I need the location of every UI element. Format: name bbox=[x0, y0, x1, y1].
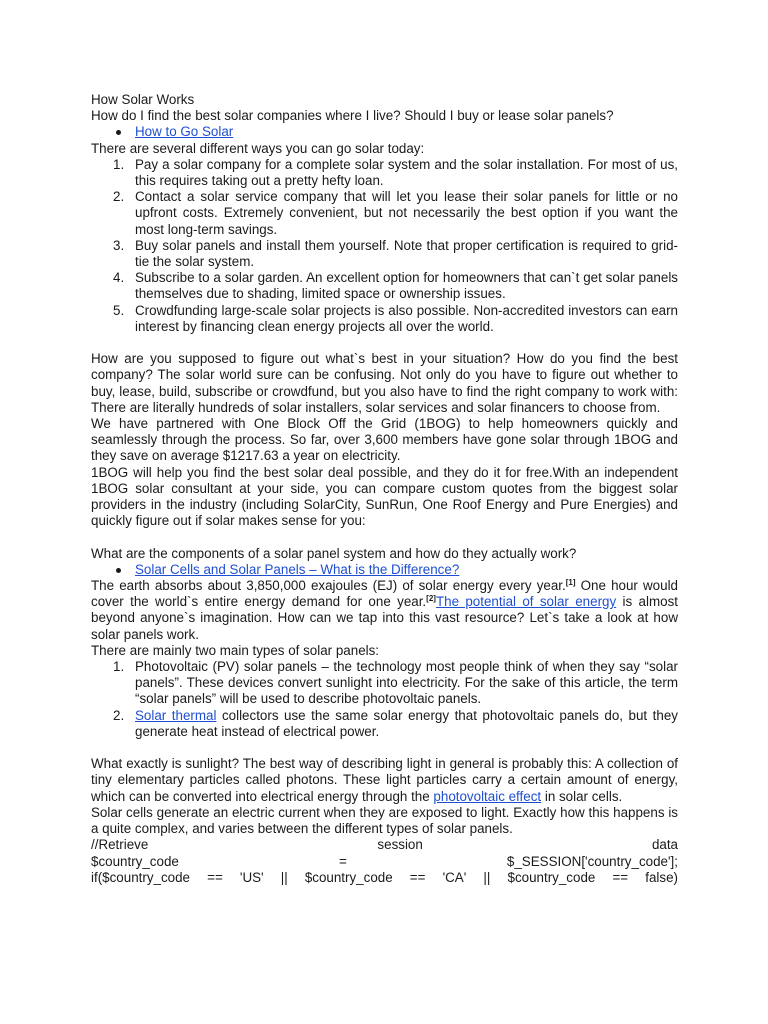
paragraph-best-company: How are you supposed to figure out what`s best in your situation? How do you find the best company? The solar world sure can be confusing. Not only do you have to figure out whether to buy, lease, build, subscribe or crowdfund, but you also have to find the right company to work with: There are literally hundreds of solar installers, solar services and solar financers to choose from. bbox=[91, 351, 678, 415]
ways-intro: There are several different ways you can go solar today: bbox=[91, 140, 425, 156]
earth-text-b: One hour would cover the world`s entire energy demand for one year. bbox=[91, 578, 678, 610]
list-item bbox=[91, 124, 678, 140]
code-token: || bbox=[483, 869, 491, 885]
potential-solar-energy-link[interactable]: The potential of solar energy bbox=[435, 594, 617, 610]
list-item bbox=[91, 157, 678, 189]
list-item-text: Subscribe to a solar garden. An excellent option for homeowners that can`t get solar panels themselves due to shading, limited space or ownership issues. bbox=[135, 270, 678, 302]
paragraph-partnership: We have partnered with One Block Off the Grid (1BOG) to help homeowners quickly and seamlessly through the process. So far, over 3,600 members have gone solar through 1BOG and they save on average $1217.63 a year on electricity. bbox=[91, 416, 678, 464]
code-line-3 bbox=[91, 870, 678, 886]
code-line-2 bbox=[91, 854, 678, 870]
sunlight-text-a: What exactly is sunlight? The best way of describing light in general is probably this: A collection of tiny elementary particles called photons. These light particles carry a certain amount of energy, which can be converted into electrical energy through the bbox=[91, 756, 678, 804]
code-token: false) bbox=[645, 869, 678, 885]
solar-thermal-link[interactable]: Solar thermal bbox=[135, 707, 217, 723]
earth-text-a: The earth absorbs about 3,850,000 exajoules (EJ) of solar energy every year. bbox=[91, 578, 566, 594]
code-token: $country_code bbox=[304, 869, 393, 885]
code-token: session bbox=[377, 837, 423, 853]
list-number: 1. bbox=[113, 659, 125, 675]
list-item-text: Contact a solar service company that will let you lease their solar panels for little or no upfront costs. Extremely convenient, but not necessarily the best option if you want the most long-term savings. bbox=[135, 189, 678, 237]
code-token: 'CA' bbox=[442, 869, 467, 885]
paragraph-earth-energy bbox=[91, 578, 678, 643]
document-page bbox=[91, 92, 678, 886]
document-title: How Solar Works bbox=[91, 92, 195, 107]
code-token: data bbox=[651, 837, 678, 853]
code-token: $country_code bbox=[507, 869, 596, 885]
intro-question: How do I find the best solar companies where I live? Should I buy or lease solar panels? bbox=[91, 108, 614, 124]
code-token: == bbox=[409, 869, 426, 885]
list-number: 3. bbox=[113, 237, 125, 253]
paragraph-gap bbox=[91, 529, 678, 545]
list-item bbox=[91, 708, 678, 740]
list-item bbox=[91, 238, 678, 270]
paragraph-solar-cells: Solar cells generate an electric current when they are exposed to light. Exactly how this happens is a quite complex, and varies between the different types of solar panels. bbox=[91, 804, 678, 837]
list-item-text: collectors use the same solar energy that photovoltaic panels do, but they generate heat instead of electrical power. bbox=[135, 707, 678, 739]
solar-cells-panels-link[interactable]: Solar Cells and Solar Panels – What is the Difference? bbox=[135, 561, 460, 577]
components-question: What are the components of a solar panel system and how do they actually work? bbox=[91, 545, 577, 561]
earth-text-c: is almost beyond anyone`s imagination. How can we tap into this vast resource? Let`s take a look at how solar panels work. bbox=[91, 594, 678, 642]
list-item-text: Buy solar panels and install them yourself. Note that proper certification is required to grid-tie the solar system. bbox=[135, 237, 678, 270]
list-number: 1. bbox=[113, 156, 125, 172]
list-item bbox=[91, 562, 678, 578]
ways-list bbox=[91, 157, 678, 335]
paragraph-gap bbox=[91, 740, 678, 756]
code-token: = bbox=[338, 853, 347, 869]
types-intro: There are mainly two main types of solar panels: bbox=[91, 642, 380, 658]
photovoltaic-effect-link[interactable]: photovoltaic effect bbox=[433, 788, 542, 804]
list-item-text: Crowdfunding large-scale solar projects is also possible. Non-accredited investors can earn interest by financing clean energy projects all over the world. bbox=[135, 302, 678, 334]
code-token: if($country_code bbox=[91, 869, 190, 885]
code-token: 'US' bbox=[239, 869, 264, 885]
sunlight-text-b: in solar cells. bbox=[541, 788, 623, 804]
how-to-go-solar-link[interactable]: How to Go Solar bbox=[135, 124, 234, 140]
list-number: 4. bbox=[113, 270, 125, 286]
code-token: //Retrieve bbox=[91, 837, 149, 853]
list-item-text: Pay a solar company for a complete solar system and the solar installation. For most of us, this requires taking out a pretty hefty loan. bbox=[135, 156, 678, 189]
footnote-ref-1[interactable]: [1] bbox=[565, 578, 576, 588]
list-number: 5. bbox=[113, 302, 125, 318]
code-line-1 bbox=[91, 837, 678, 853]
bullet-list bbox=[91, 562, 678, 578]
bullet-list bbox=[91, 124, 678, 140]
code-token: == bbox=[207, 869, 223, 885]
code-token: || bbox=[280, 869, 288, 885]
list-item bbox=[91, 303, 678, 335]
list-number: 2. bbox=[113, 189, 125, 205]
list-item bbox=[91, 270, 678, 302]
list-item bbox=[91, 189, 678, 238]
types-list bbox=[91, 659, 678, 740]
list-item bbox=[91, 659, 678, 708]
code-token: $_SESSION['country_code']; bbox=[506, 853, 678, 869]
code-token: == bbox=[612, 869, 629, 885]
list-number: 2. bbox=[113, 707, 125, 723]
paragraph-gap bbox=[91, 335, 678, 351]
paragraph-1bog: 1BOG will help you find the best solar deal possible, and they do it for free.With an independent 1BOG solar consultant at your side, you can compare custom quotes from the biggest solar providers in the industry (including SolarCity, SunRun, One Roof Energy and Pure Energies) and quickly figure out if solar makes sense for you: bbox=[91, 464, 678, 529]
list-item-text: Photovoltaic (PV) solar panels – the technology most people think of when they say “solar panels”. These devices convert sunlight into electricity. For the sake of this article, the term “solar panels” will be used to describe photovoltaic panels. bbox=[135, 659, 678, 707]
footnote-ref-2[interactable]: [2] bbox=[426, 594, 436, 604]
code-token: $country_code bbox=[91, 853, 179, 869]
paragraph-sunlight bbox=[91, 756, 678, 805]
